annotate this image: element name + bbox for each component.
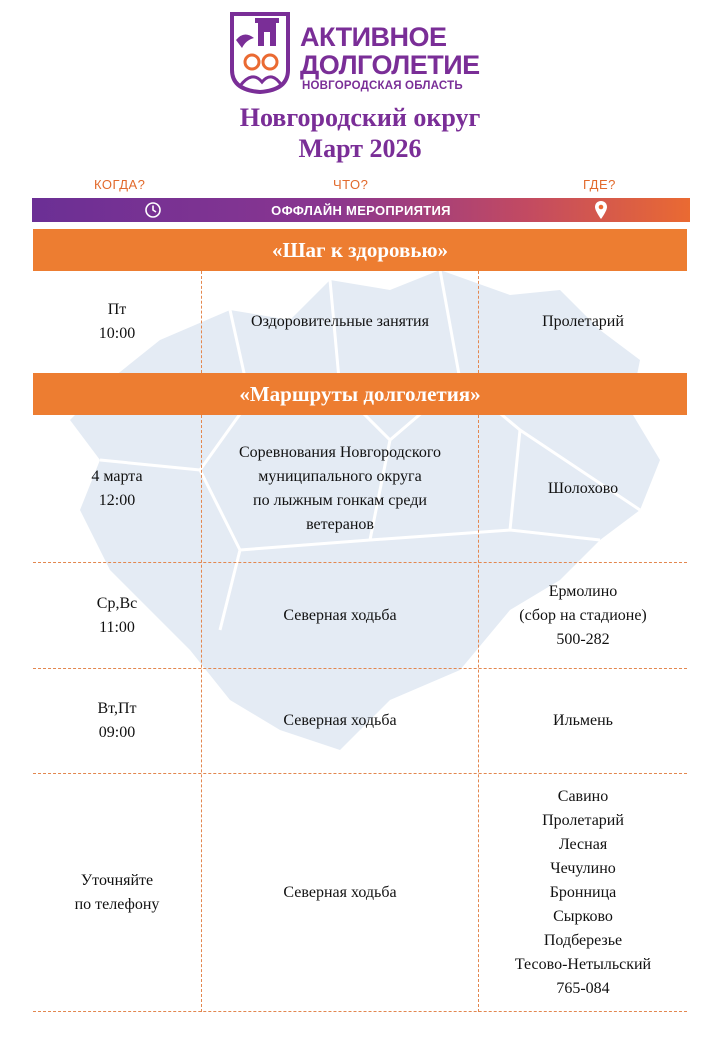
- location-pin-icon: [594, 200, 608, 220]
- offline-events-banner: [32, 198, 690, 222]
- table-cell-when: [33, 271, 201, 373]
- logo: [228, 10, 498, 96]
- table-cell-when: [33, 669, 201, 773]
- table-cell-where: [479, 563, 687, 668]
- section-header-longevity-routes: «Маршруты долголетия»: [33, 373, 687, 415]
- cell-line: Ср,Вс: [96, 594, 138, 612]
- logo-title-line1: АКТИВНОЕ: [300, 22, 447, 52]
- cell-line: Лесная: [558, 835, 608, 853]
- banner-label: ОФФЛАЙН МЕРОПРИЯТИЯ: [271, 203, 451, 218]
- logo-emblem-icon: [228, 10, 292, 94]
- page-subtitle-month: Март 2026: [298, 134, 422, 163]
- logo-title-line2: ДОЛГОЛЕТИЕ: [300, 50, 480, 80]
- table-cell-what: [202, 271, 478, 373]
- cell-line: 4 марта: [91, 467, 143, 485]
- cell-line: Северная ходьба: [283, 883, 397, 901]
- column-header-where: ГДЕ?: [583, 177, 616, 192]
- column-header-what: ЧТО?: [333, 177, 369, 192]
- column-header-when: КОГДА?: [94, 177, 146, 192]
- table-cell-what: [202, 774, 478, 1011]
- cell-line: Соревнования Новгородского: [239, 443, 441, 461]
- cell-line: 10:00: [98, 325, 136, 342]
- logo-subtitle: НОВГОРОДСКАЯ ОБЛАСТЬ: [302, 80, 463, 92]
- cell-line: 12:00: [98, 491, 136, 509]
- cell-line: 500-282: [556, 630, 610, 648]
- table-cell-where: [479, 415, 687, 562]
- cell-line: по лыжным гонкам среди: [253, 491, 427, 509]
- cell-line: (сбор на стадионе): [519, 606, 647, 624]
- cell-line: муниципального округа: [258, 467, 422, 485]
- table-cell-when: [33, 563, 201, 668]
- section-header-step-to-health: «Шаг к здоровью»: [33, 229, 687, 271]
- cell-line: по телефону: [74, 895, 160, 913]
- table-cell-where: [479, 271, 687, 373]
- cell-line: ветеранов: [306, 515, 374, 533]
- cell-line: 11:00: [99, 618, 135, 636]
- cell-line: Ильмень: [553, 712, 613, 729]
- cell-line: Савино: [557, 787, 609, 805]
- row-divider: [33, 1011, 687, 1012]
- cell-line: Сырково: [553, 907, 613, 925]
- table-cell-what: [202, 669, 478, 773]
- cell-line: Чечулино: [550, 859, 616, 877]
- cell-line: Пролетарий: [542, 811, 624, 829]
- cell-line: Шолохово: [547, 479, 619, 497]
- table-cell-what: [202, 563, 478, 668]
- cell-line: 09:00: [98, 724, 136, 741]
- cell-line: Бронница: [549, 883, 617, 901]
- cell-line: Ермолино: [548, 582, 618, 600]
- cell-line: Уточняйте: [80, 871, 154, 889]
- table-cell-when: [33, 774, 201, 1011]
- table-cell-where: [479, 774, 687, 1011]
- table-cell-what: [202, 415, 478, 562]
- table-cell-when: [33, 415, 201, 562]
- cell-line: Вт,Пт: [97, 700, 137, 717]
- cell-line: Подберезье: [543, 931, 623, 949]
- cell-line: 765-084: [556, 979, 610, 997]
- cell-line: Оздоровительные занятия: [251, 313, 429, 330]
- page-title: Новгородский округ: [239, 103, 481, 132]
- cell-line: Пт: [107, 301, 127, 318]
- cell-line: Тесово-Нетыльский: [514, 955, 652, 973]
- cell-line: Северная ходьба: [283, 606, 397, 624]
- cell-line: Пролетарий: [542, 313, 624, 330]
- cell-line: Северная ходьба: [283, 712, 397, 729]
- table-cell-where: [479, 669, 687, 773]
